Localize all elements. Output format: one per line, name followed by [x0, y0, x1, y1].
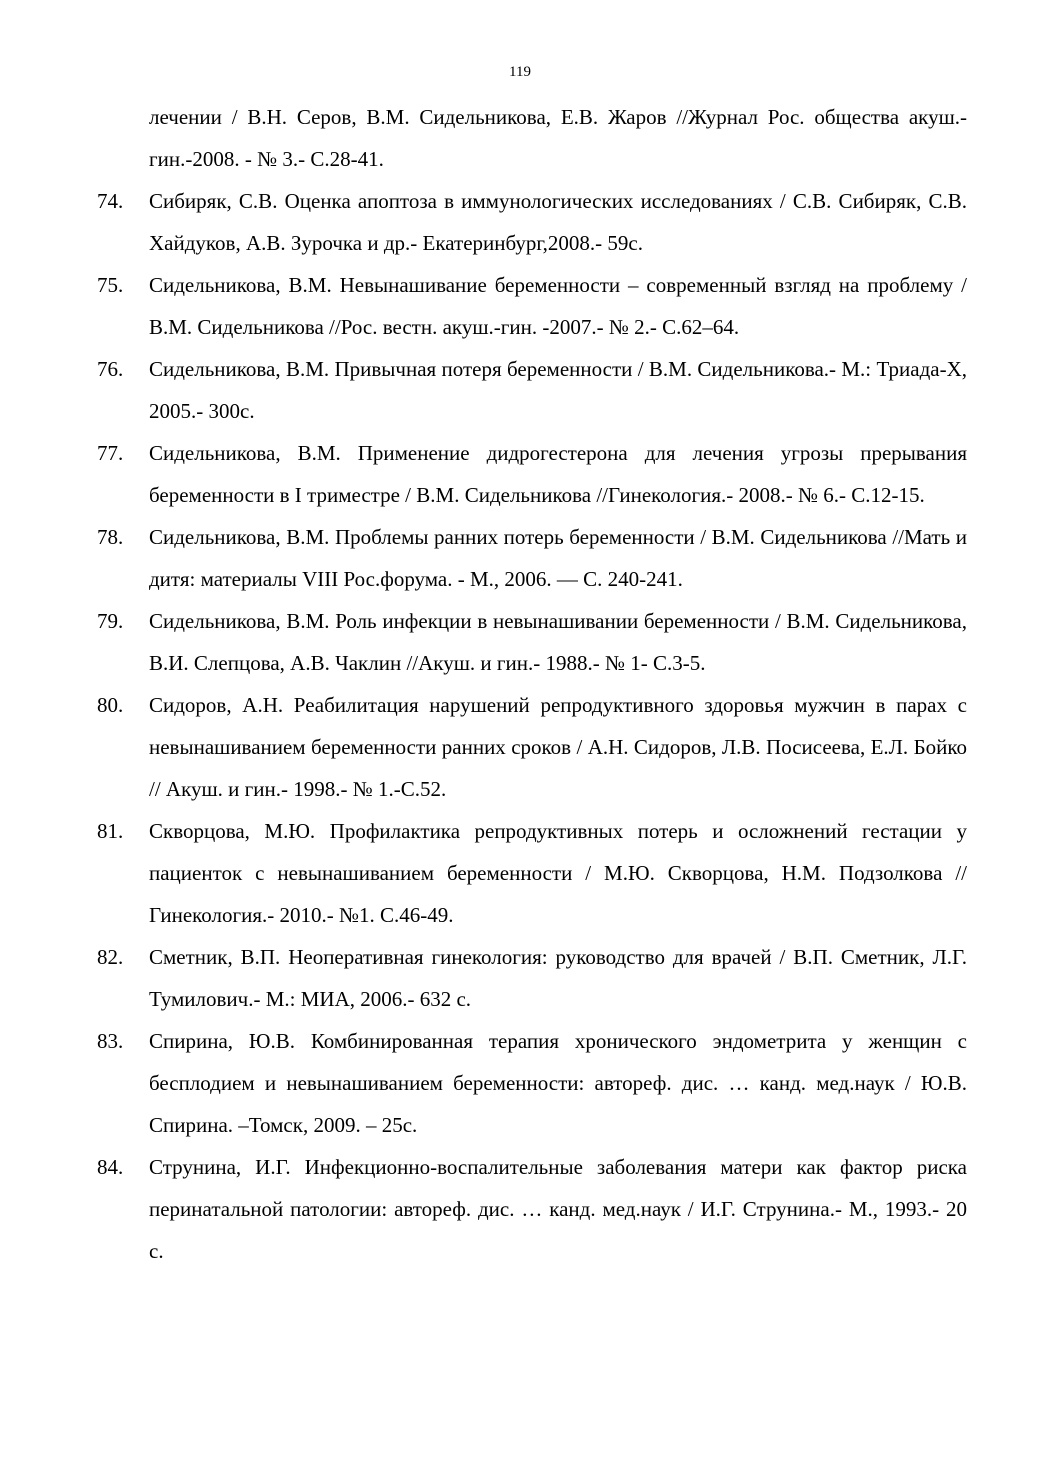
- reference-number: 79.: [97, 609, 124, 633]
- reference-text: Сметник, В.П. Неоперативная гинекология: руководство для врачей / В.П. Сметник, Л.Г. Тумилович.- М.: МИА, 2006.- 632 с.: [149, 945, 967, 1011]
- reference-item: [97, 600, 967, 684]
- reference-text: Сидоров, А.Н. Реабилитация нарушений репродуктивного здоровья мужчин в парах с невынашиванием беременности ранних сроков / А.Н. Сидоров, Л.В. Посисеева, Е.Л. Бойко // Акуш. и гин.- 1998.- № 1.-С.52.: [149, 693, 967, 801]
- reference-item: [97, 516, 967, 600]
- reference-item: [97, 936, 967, 1020]
- reference-item: [97, 810, 967, 936]
- reference-text: Струнина, И.Г. Инфекционно-воспалительные заболевания матери как фактор риска перинатальной патологии: автореф. дис. … канд. мед.наук / И.Г. Струнина.- М., 1993.- 20 с.: [149, 1155, 967, 1263]
- reference-number: 74.: [97, 189, 124, 213]
- reference-item: [97, 1146, 967, 1272]
- reference-text: Сидельникова, В.М. Применение дидрогестерона для лечения угрозы прерывания беременности в I триместре / В.М. Сидельникова //Гинекология.- 2008.- № 6.- С.12-15.: [149, 441, 967, 507]
- reference-item: [97, 1020, 967, 1146]
- reference-item: [97, 264, 967, 348]
- reference-item-continued: [97, 96, 967, 180]
- reference-text: лечении / В.Н. Серов, В.М. Сидельникова, Е.В. Жаров //Журнал Рос. общества акуш.-гин.-2008. - № 3.- С.28-41.: [149, 105, 967, 171]
- reference-number: 80.: [97, 693, 124, 717]
- reference-number: 83.: [97, 1029, 124, 1053]
- page-number: 119: [509, 64, 531, 80]
- reference-number: 77.: [97, 441, 124, 465]
- reference-number: 84.: [97, 1155, 124, 1179]
- reference-number: 81.: [97, 819, 124, 843]
- reference-text: Скворцова, М.Ю. Профилактика репродуктивных потерь и осложнений гестации у пациенток с невынашиванием беременности / М.Ю. Скворцова, Н.М. Подзолкова // Гинекология.- 2010.- №1. С.46-49.: [149, 819, 967, 927]
- reference-item: [97, 348, 967, 432]
- reference-text: Сидельникова, В.М. Проблемы ранних потерь беременности / В.М. Сидельникова //Мать и дитя: материалы VIII Рос.форума. - М., 2006. — С. 240-241.: [149, 525, 967, 591]
- reference-number: 82.: [97, 945, 124, 969]
- reference-number: 75.: [97, 273, 124, 297]
- reference-item: [97, 432, 967, 516]
- reference-number: 78.: [97, 525, 124, 549]
- reference-number: 76.: [97, 357, 124, 381]
- reference-item: [97, 684, 967, 810]
- reference-text: Спирина, Ю.В. Комбинированная терапия хронического эндометрита у женщин с бесплодием и невынашиванием беременности: автореф. дис. … канд. мед.наук / Ю.В. Спирина. –Томск, 2009. – 25с.: [149, 1029, 967, 1137]
- reference-text: Сидельникова, В.М. Привычная потеря беременности / В.М. Сидельникова.- М.: Триада-Х, 2005.- 300с.: [149, 357, 967, 423]
- reference-text: Сидельникова, В.М. Роль инфекции в невынашивании беременности / В.М. Сидельникова, В.И. Слепцова, А.В. Чаклин //Акуш. и гин.- 1988.- № 1- С.3-5.: [149, 609, 967, 675]
- reference-text: Сибиряк, С.В. Оценка апоптоза в иммунологических исследованиях / С.В. Сибиряк, С.В. Хайдуков, А.В. Зурочка и др.- Екатеринбург,2008.- 59с.: [149, 189, 967, 255]
- reference-item: [97, 180, 967, 264]
- reference-text: Сидельникова, В.М. Невынашивание беременности – современный взгляд на проблему / В.М. Сидельникова //Рос. вестн. акуш.-гин. -2007.- № 2.- С.62–64.: [149, 273, 967, 339]
- reference-list: [97, 96, 967, 1272]
